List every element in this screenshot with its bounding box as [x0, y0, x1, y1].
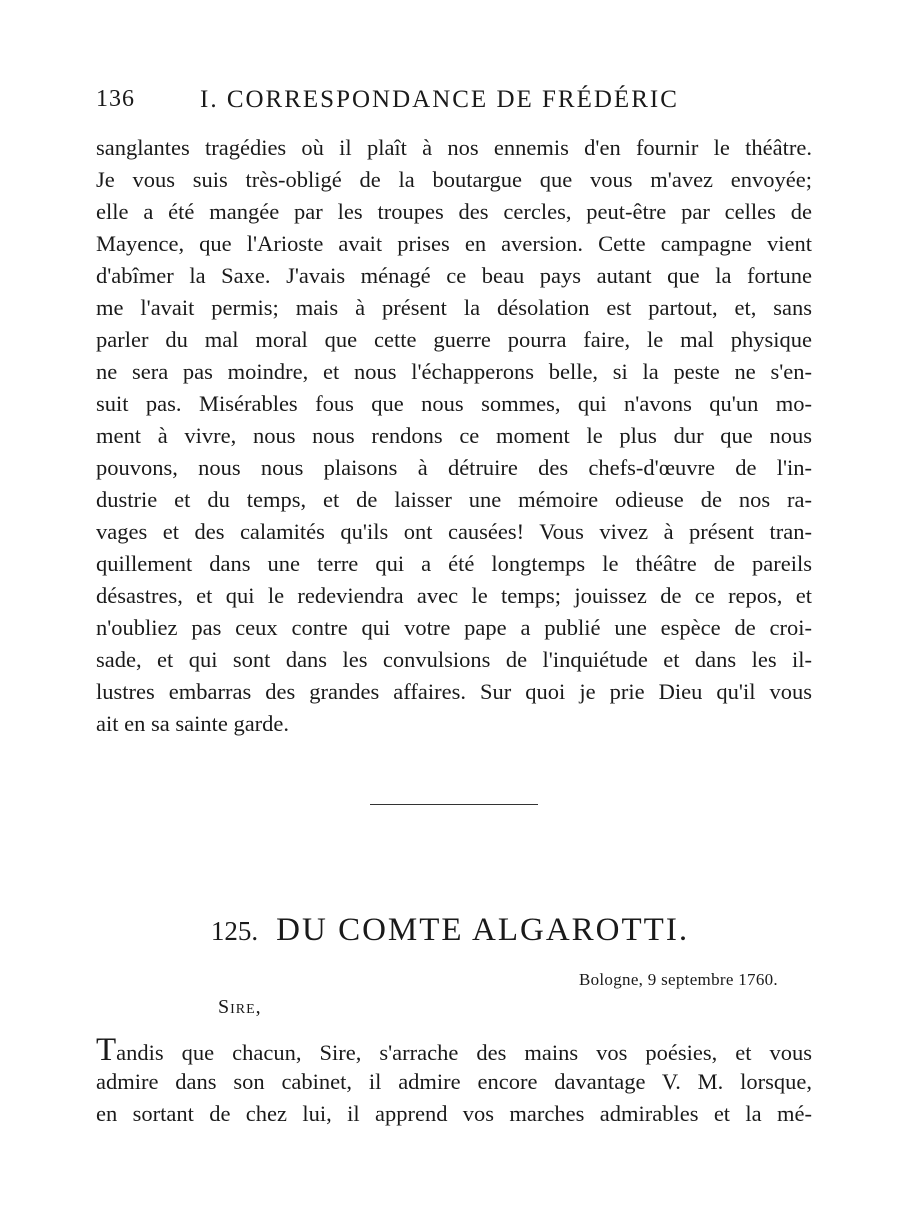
text-line: pouvons, nous nous plaisons à détruire des chefs-d'œuvre de l'in- [96, 455, 812, 480]
text-line: d'abîmer la Saxe. J'avais ménagé ce beau pays autant que la fortune [96, 263, 812, 288]
text-line: en sortant de chez lui, il apprend vos marches admirables et la mé- [96, 1101, 812, 1126]
letter-title: DU COMTE ALGAROTTI. [276, 912, 690, 948]
text-line: lustres embarras des grandes affaires. Sur quoi je prie Dieu qu'il vous [96, 679, 812, 704]
page-number: 136 [96, 86, 135, 112]
running-title: I. CORRESPONDANCE DE FRÉDÉRIC [200, 86, 679, 113]
running-head [96, 86, 716, 118]
letter-text [96, 1034, 812, 1130]
text-line: me l'avait permis; mais à présent la désolation est partout, et, sans [96, 295, 812, 320]
text-line: suit pas. Misérables fous que nous sommes, qui n'avons qu'un mo- [96, 391, 812, 416]
text-line [96, 1034, 812, 1066]
text-line: ne sera pas moindre, et nous l'échapperons belle, si la peste ne s'en- [96, 359, 812, 384]
text-line: quillement dans une terre qui a été longtemps le théâtre de pareils [96, 551, 812, 576]
text-line: dustrie et du temps, et de laisser une mémoire odieuse de nos ra- [96, 487, 812, 512]
text-line: ait en sa sainte garde. [96, 711, 290, 736]
section-heading [0, 912, 900, 949]
drop-cap: T [96, 1032, 117, 1068]
text-line: vages et des calamités qu'ils ont causées! Vous vivez à présent tran- [96, 519, 812, 544]
letter-number: 125. [210, 916, 259, 946]
text-line: Mayence, que l'Arioste avait prises en aversion. Cette campagne vient [96, 231, 812, 256]
first-line-text: andis que chacun, Sire, s'arrache des mains vos poésies, et vous [116, 1040, 812, 1065]
body-text [96, 132, 812, 740]
dateline: Bologne, 9 septembre 1760. [578, 970, 778, 989]
text-line: sade, et qui sont dans les convulsions de l'inquiétude et dans les il- [96, 647, 812, 672]
text-line: Je vous suis très-obligé de la boutargue que vous m'avez envoyée; [96, 167, 812, 192]
text-line: désastres, et qui le redeviendra avec le temps; jouissez de ce repos, et [96, 583, 812, 608]
salutation: Sire, [218, 996, 262, 1018]
text-line: admire dans son cabinet, il admire encore davantage V. M. lorsque, [96, 1069, 812, 1094]
text-line: parler du mal moral que cette guerre pourra faire, le mal physique [96, 327, 812, 352]
text-line: elle a été mangée par les troupes des cercles, peut-être par celles de [96, 199, 812, 224]
text-line: sanglantes tragédies où il plaît à nos ennemis d'en fournir le théâtre. [96, 135, 812, 160]
text-line: n'oubliez pas ceux contre qui votre pape a publié une espèce de croi- [96, 615, 812, 640]
text-line: ment à vivre, nous nous rendons ce moment le plus dur que nous [96, 423, 812, 448]
section-separator-rule [370, 804, 538, 805]
